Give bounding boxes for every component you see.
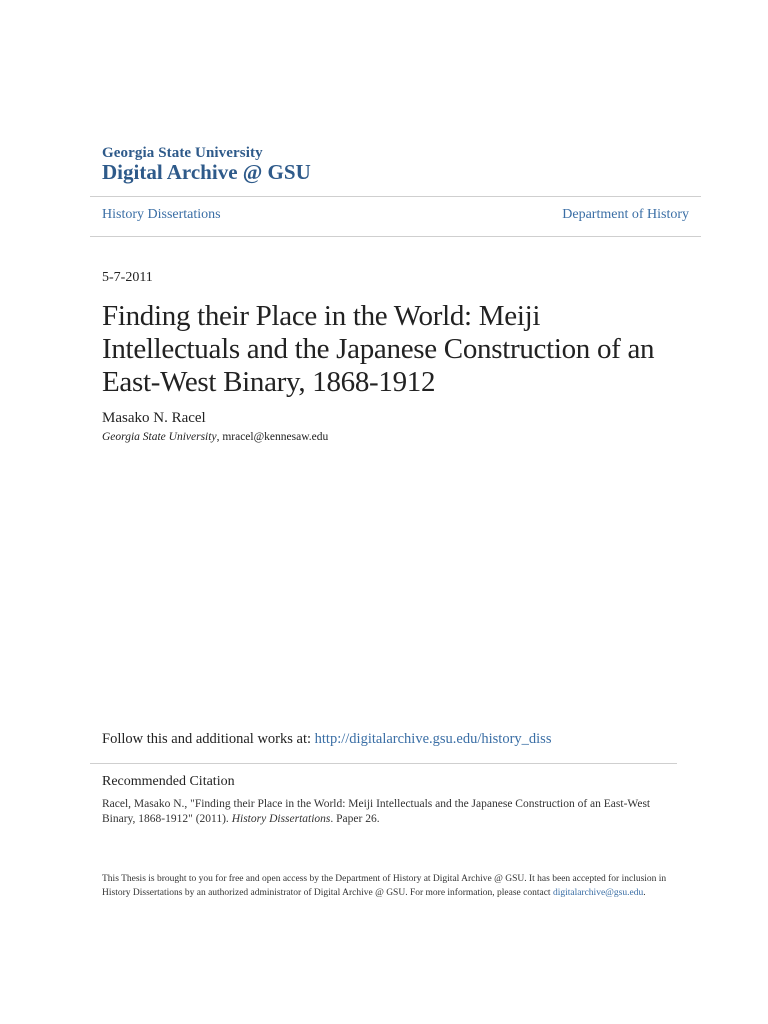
follow-label: Follow this and additional works at:	[102, 731, 315, 747]
author-email: mracel@kennesaw.edu	[222, 431, 329, 443]
follow-line	[102, 731, 551, 748]
nav-divider	[90, 236, 701, 237]
citation-text	[102, 797, 662, 827]
document-title: Finding their Place in the World: Meiji Intellectuals and the Japanese Construction of an East-West Binary, 1868-1912	[102, 300, 655, 398]
institution-name[interactable]: Georgia State University	[102, 145, 263, 161]
affiliation-name: Georgia State University	[102, 431, 217, 443]
access-notice	[102, 872, 672, 900]
author-affiliation	[102, 431, 328, 443]
collection-link[interactable]: History Dissertations	[102, 207, 221, 222]
citation-series: History Dissertations	[231, 813, 331, 825]
archive-name[interactable]: Digital Archive @ GSU	[102, 160, 311, 184]
citation-body: Racel, Masako N., "Finding their Place in the World: Meiji Intellectuals and the Japanese Construction of an East-West Binary, 1868-1912" (2011).	[102, 798, 651, 825]
affiliation-separator: ,	[216, 431, 223, 443]
publication-date: 5-7-2011	[102, 270, 153, 285]
department-link[interactable]: Department of History	[562, 207, 689, 222]
follow-url-link[interactable]: http://digitalarchive.gsu.edu/history_diss	[314, 731, 552, 747]
citation-heading: Recommended Citation	[102, 774, 235, 789]
notice-end: .	[643, 888, 646, 898]
author-name: Masako N. Racel	[102, 410, 206, 426]
citation-divider	[90, 763, 677, 764]
citation-paper: . Paper 26.	[330, 813, 380, 825]
notice-text: This Thesis is brought to you for free and open access by the Department of History at Digital Archive @ GSU. It has been accepted for inclusion in History Dissertations by an authorized administrator of Digital Archive @ GSU. For more information, please contact	[102, 874, 667, 898]
header-divider	[90, 196, 701, 197]
contact-email-link[interactable]: digitalarchive@gsu.edu	[552, 888, 644, 898]
